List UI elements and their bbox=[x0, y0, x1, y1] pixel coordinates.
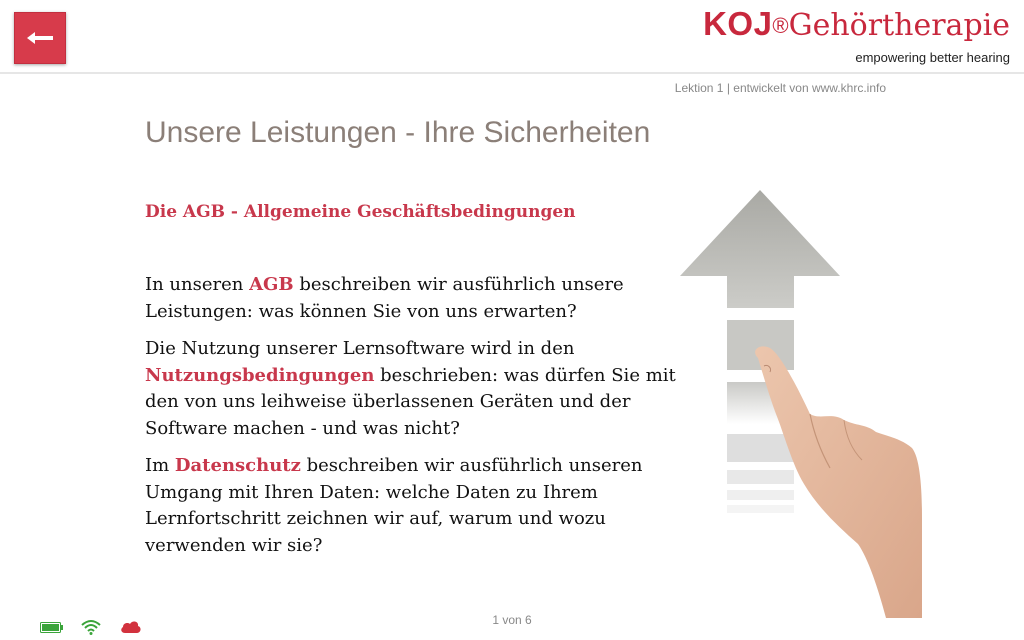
paragraph-datenschutz: Im Datenschutz beschreiben wir ausführlich unseren Umgang mit Ihren Daten: welche Daten zu Ihrem Lernfortschritt zeichnen wir auf, warum und wozu verwenden wir sie? bbox=[145, 455, 643, 556]
paragraph-nutzungsbedingungen: Die Nutzung unserer Lernsoftware wird in den Nutzungsbedingungen beschrieben: was dürfen Sie mit den von uns leihweise überlassenen Geräten und der Software machen - und was nicht? bbox=[145, 338, 676, 439]
arrow-hand-illustration bbox=[680, 188, 925, 618]
arrow-left-icon bbox=[27, 29, 53, 47]
section-title: Die AGB - Allgemeine Geschäftsbedingungen bbox=[145, 202, 576, 222]
cloud-icon bbox=[120, 619, 142, 638]
arrow-band-5 bbox=[727, 490, 794, 500]
page-indicator: 1 von 6 bbox=[492, 613, 532, 627]
logo-wordmark: Gehörtherapie bbox=[788, 8, 1010, 43]
wifi-icon bbox=[81, 619, 101, 639]
arrow-band-4 bbox=[727, 470, 794, 484]
arrow-head bbox=[680, 190, 840, 308]
paragraph-agb: In unseren AGB beschreiben wir ausführlich unsere Leistungen: was können Sie von uns erwarten? bbox=[145, 274, 624, 322]
header-divider bbox=[0, 72, 1024, 74]
brand-logo bbox=[703, 4, 1010, 65]
page-title: Unsere Leistungen - Ihre Sicherheiten bbox=[145, 116, 651, 149]
link-agb[interactable]: AGB bbox=[249, 274, 294, 295]
logo-tagline: empowering better hearing bbox=[855, 50, 1010, 65]
logo-brand: KOJ bbox=[703, 5, 773, 42]
arrow-band-6 bbox=[727, 505, 794, 513]
link-datenschutz[interactable]: Datenschutz bbox=[174, 455, 301, 476]
app-header bbox=[0, 0, 1024, 72]
content-body bbox=[145, 272, 685, 570]
lesson-info: Lektion 1 | entwickelt von www.khrc.info bbox=[674, 81, 886, 95]
back-button[interactable] bbox=[14, 12, 66, 64]
link-nutzungsbedingungen[interactable]: Nutzungsbedingungen bbox=[145, 364, 375, 386]
logo-registered-mark: ® bbox=[772, 13, 789, 38]
arrow-band-3 bbox=[727, 434, 794, 462]
battery-icon bbox=[40, 619, 64, 638]
